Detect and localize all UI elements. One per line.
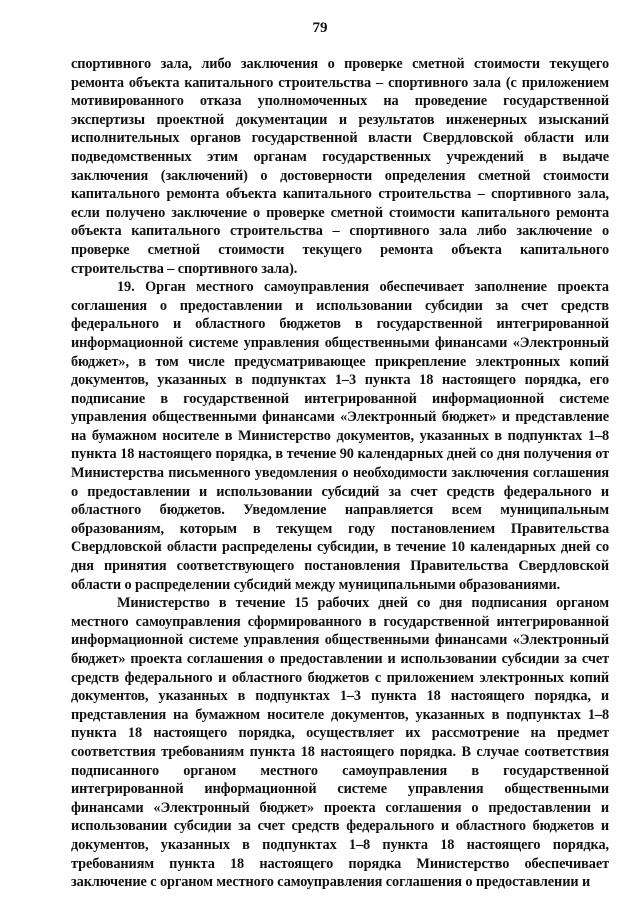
paragraph-continuation: спортивного зала, либо заключения о проверке сметной стоимости текущего ремонта объекта капитального строительства – спортивного зала (с приложением мотивированного отказа уполномоченных на проведение государственной экспертизы проектной документации и результатов инженерных изысканий исполнительных органов государственной власти Свердловской области или подведомственных этим органам государственных учреждений в выдаче заключения (заключений) о достоверности определения сметной стоимости капитального ремонта объекта капитального строительства – спортивного зала, если получено заключение о проверке сметной стоимости капитального ремонта объекта капитального строительства – спортивного зала либо заключение о проверке сметной стоимости текущего ремонта объекта капитального строительства – спортивного зала). [71,56,609,277]
page-number: 79 [312,20,328,36]
paragraph-ministry: Министерство в течение 15 рабочих дней со дня подписания органом местного самоуправления сформированного в государственной интегрированной информационной системе управления общественными финансами «Электронный бюджет» проекта соглашения о предоставлении и использовании субсидии за счет средств федерального и областного бюджетов с приложением электронных копий документов, указанных в подпунктах 1–3 пункта 18 настоящего порядка, и представления на бумажном носителе документов, указанных в подпунктах 1–8 пункта 18 настоящего порядка, осуществляет их рассмотрение на предмет соответствия требованиям пункта 18 настоящего порядка. В случае соответствия подписанного органом местного самоуправления в государственной интегрированной информационной системе управления общественными финансами «Электронный бюджет» проекта соглашения о предоставлении и использовании субсидии за счет средств федерального и областного бюджетов и документов, указанных в подпунктах 1–8 пункта 18 настоящего порядка, требованиям пункта 18 настоящего порядка Министерство обеспечивает заключение с органом местного самоуправления соглашения о предоставлении и [71,595,609,891]
paragraph-19: 19. Орган местного самоуправления обеспечивает заполнение проекта соглашения о предоставлении и использовании субсидии за счет средств федерального и областного бюджетов в государственной интегрированной информационной системе управления общественными финансами «Электронный бюджет», в том числе предусматривающее прикрепление электронных копий документов, указанных в подпунктах 1–3 пункта 18 настоящего порядка, его подписание в государственной интегрированной информационной системе управления общественными финансами «Электронный бюджет» и представление на бумажном носителе в Министерство документов, указанных в подпунктах 1–8 пункта 18 настоящего порядка, в течение 90 календарных дней со дня получения от Министерства письменного уведомления о необходимости заключения соглашения о предоставлении и использовании субсидий за счет средств федерального и областного бюджетов. Уведомление направляется всем муниципальным образованиям, которым в текущем году постановлением Правительства Свердловской области распределены субсидии, в течение 10 календарных дней со дня принятия соответствующего постановления Правительства Свердловской области о распределении субсидий между муниципальными образованиями. [71,279,609,593]
document-body [71,55,609,892]
